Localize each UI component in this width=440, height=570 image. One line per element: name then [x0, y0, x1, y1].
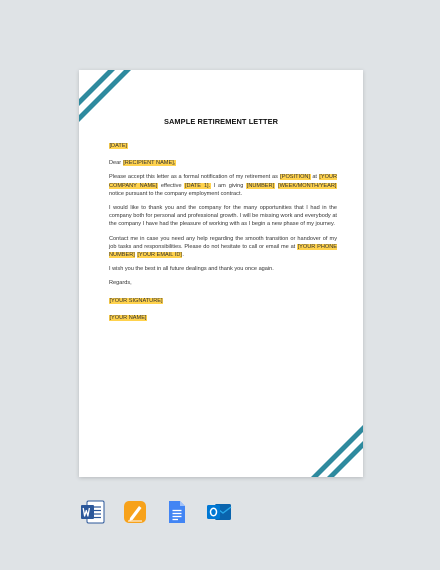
- outlook-icon[interactable]: [205, 498, 233, 526]
- word-icon[interactable]: [79, 498, 107, 526]
- text-segment: effective: [160, 182, 182, 189]
- letter-page: [79, 70, 363, 477]
- signature-placeholder: [YOUR SIGNATURE]: [109, 297, 163, 304]
- email-placeholder: [YOUR EMAIL ID]: [137, 252, 182, 259]
- date-1-placeholder: [DATE 1].: [184, 182, 211, 189]
- date-placeholder: [DATE]: [109, 143, 128, 149]
- letter-title: SAMPLE RETIREMENT LETTER: [163, 117, 279, 126]
- paragraph-contact: [109, 235, 337, 260]
- text-segment: Contact me in case you need any help regarding the smooth transition or handover of my job tasks and responsibilities. Please do not hesitate to call or email me at: [109, 235, 337, 250]
- closing: Regards,: [109, 280, 132, 287]
- paragraph-wishes: I wish you the best in all future dealings and thank you once again.: [109, 266, 274, 273]
- text-segment: at: [312, 174, 317, 181]
- paragraph-thanks: I would like to thank you and the company for the many opportunities that I had in the company both for personal and professional growth. I will be missing work and everybody at the company I have had the pleasure of working with as I begin a new phase of my journey.: [109, 205, 337, 228]
- pages-icon[interactable]: [121, 498, 149, 526]
- salutation-line: [109, 159, 337, 167]
- salutation: Dear: [109, 160, 122, 167]
- phone-placeholder: [YOUR PHONE NUMBER]: [109, 243, 338, 259]
- paragraph-notification: [109, 173, 337, 198]
- corner-stripes-decoration: [303, 417, 363, 477]
- text-segment: .: [182, 252, 184, 259]
- text-segment: Please accept this letter as a formal notification of my retirement as: [109, 174, 278, 181]
- company-name-placeholder: [YOUR COMPANY NAME]: [109, 174, 337, 189]
- text-segment: notice pursuant to the company employment contract.: [109, 190, 243, 197]
- google-docs-icon[interactable]: [163, 498, 191, 526]
- recipient-placeholder: [RECIPIENT NAME],: [123, 160, 176, 167]
- period-placeholder: [WEEK/MONTH/YEAR]: [278, 182, 337, 189]
- number-placeholder: [NUMBER]: [246, 182, 275, 189]
- text-segment: I am giving: [213, 182, 244, 189]
- letter-body: [109, 142, 337, 328]
- name-placeholder: [YOUR NAME]: [109, 314, 147, 321]
- position-placeholder: [POSITION]: [280, 174, 311, 181]
- app-icons-row: [79, 498, 233, 526]
